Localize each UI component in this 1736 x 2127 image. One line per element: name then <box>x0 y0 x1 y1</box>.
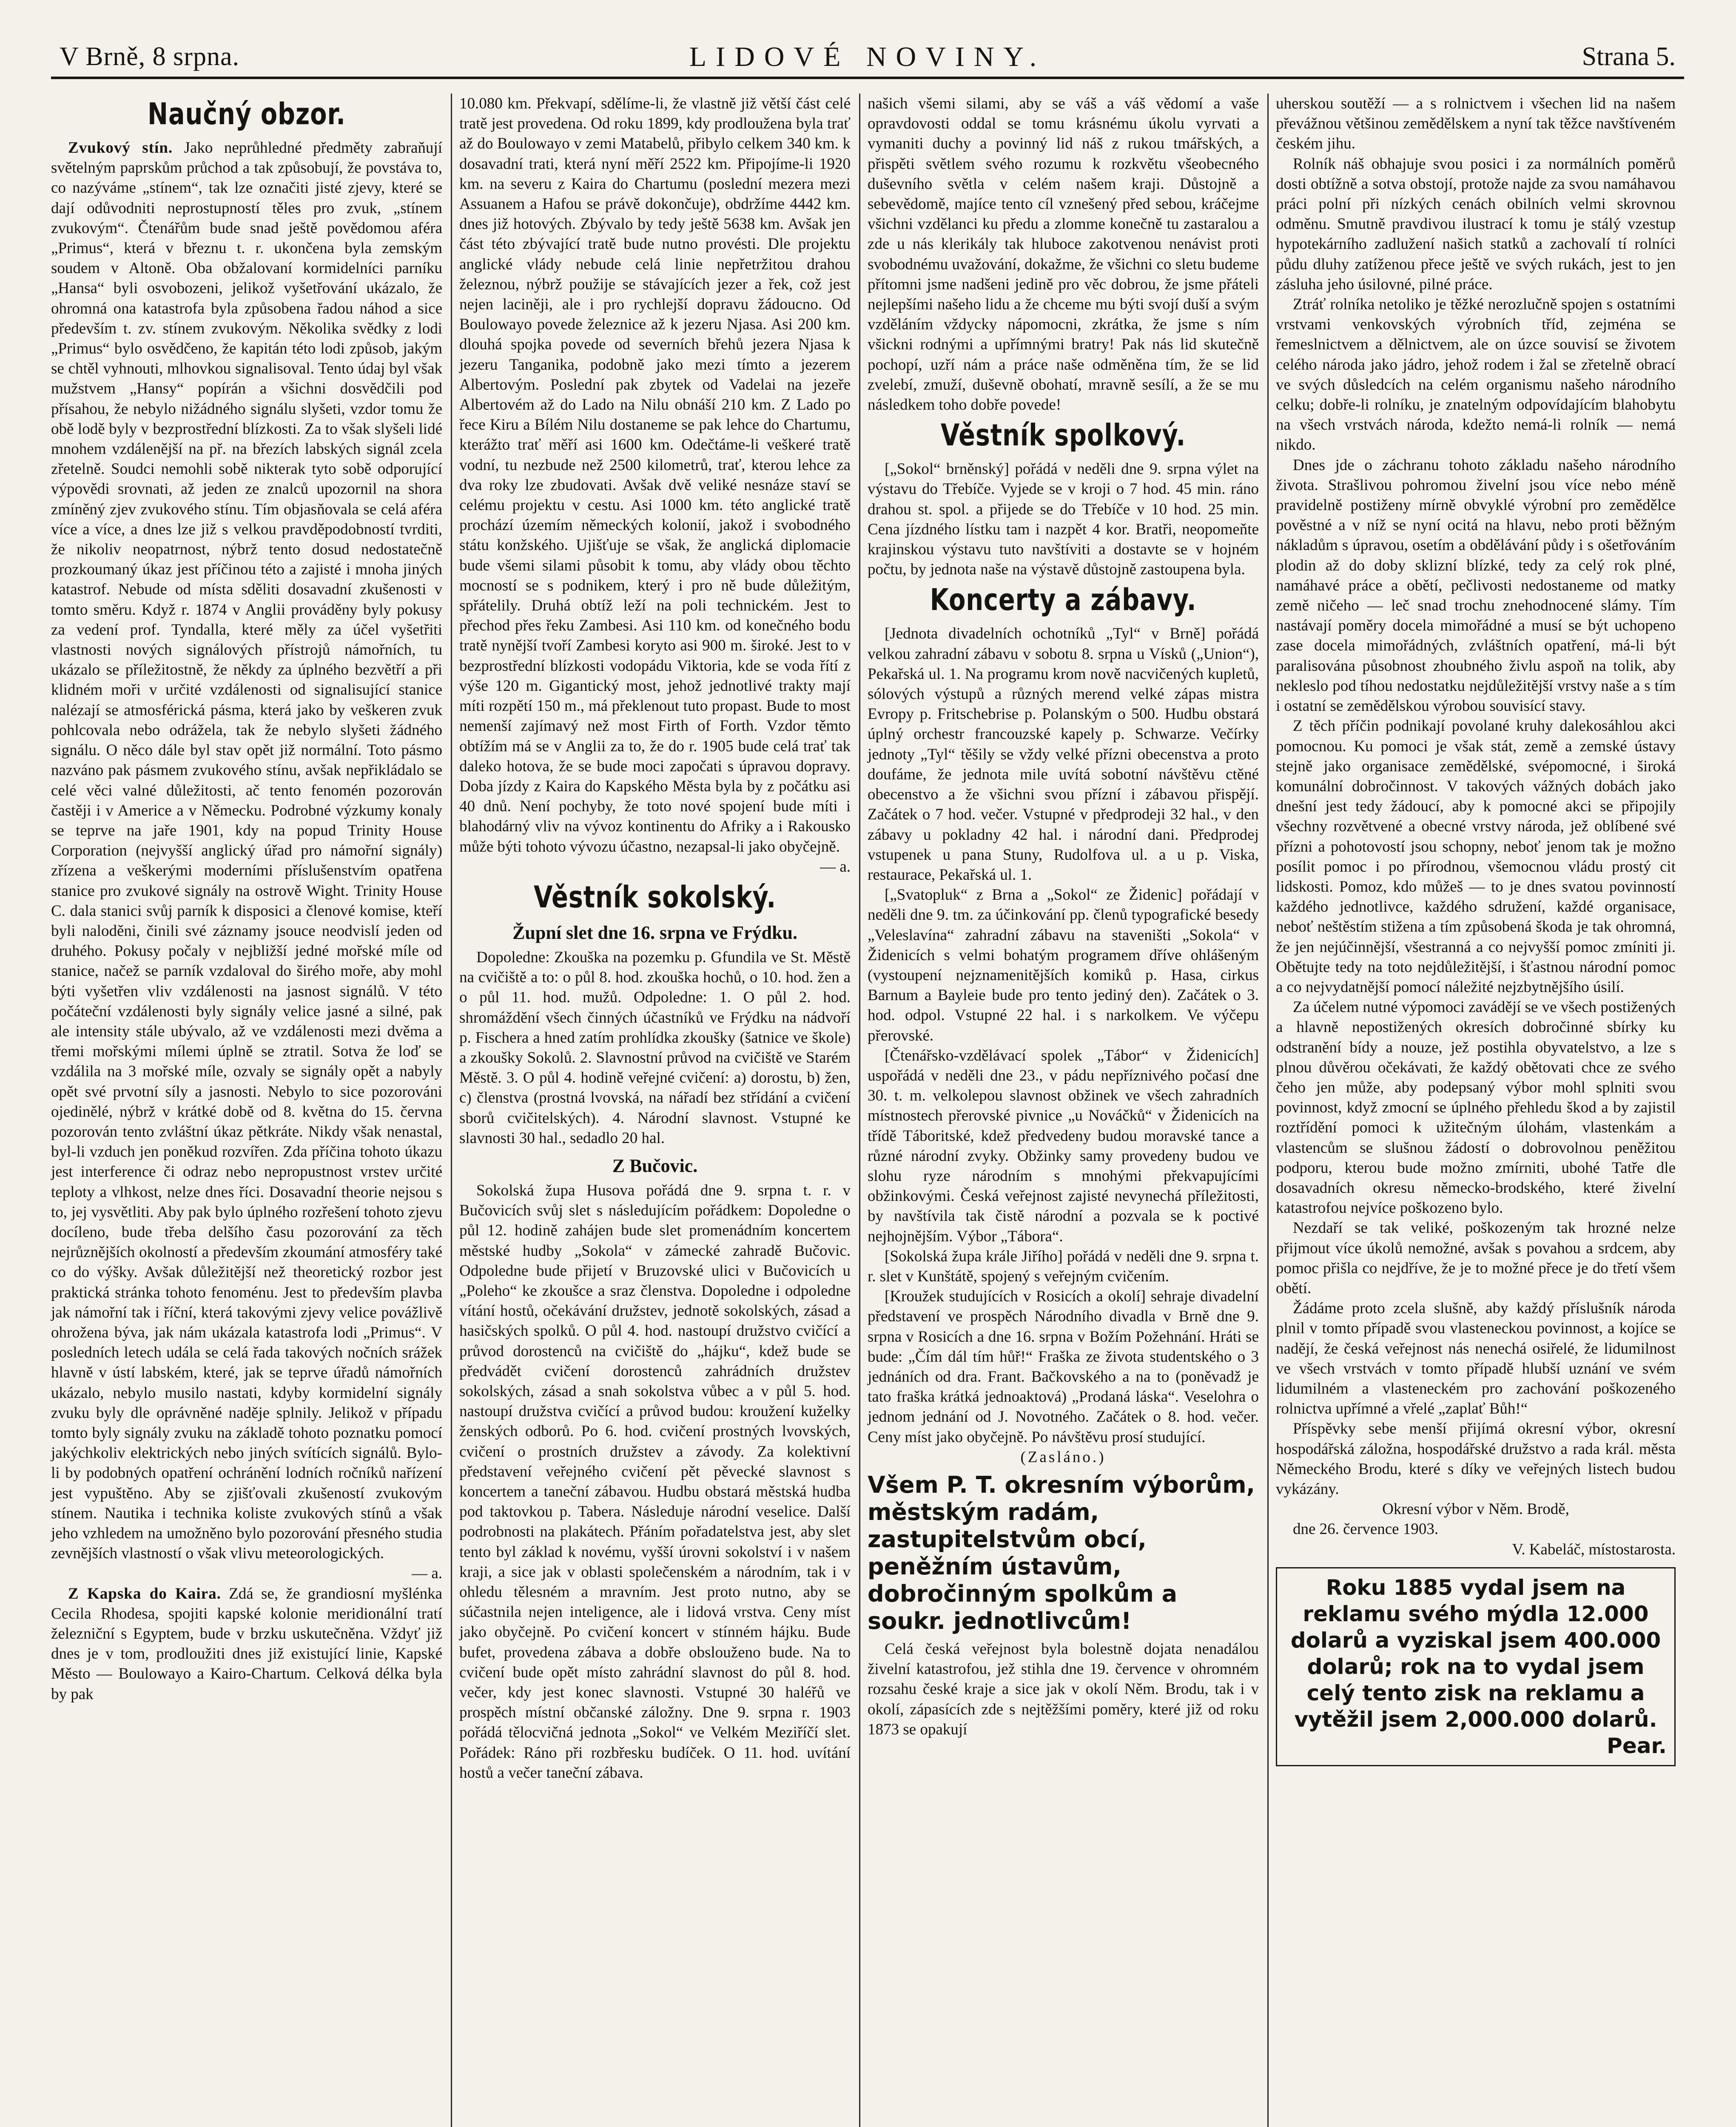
notice-body: [Čtenářsko-vzdělávací spolek „Tábor“ v Židenicích] uspořádá v neděli dne 23., v pádu nepříznivého počasí dne 30. t. m. velkolepou slavnost obžinek ve všech zahradních místnostech přerovské pivnice „u Nováčků“ v Židenicích na třídě Táboritské, kdež předvedeny budou moravské tance a různé národní zvyky. Obžinky samy provedeny budou ve slohu ryze národním s mnohými překvapujícími obžinkovými. Česká veřejnost zajisté nevynechá příležitosti, by navštívila tak čistě národní a pozvala se k poctivé nejhojnějším. Výbor „Tábora“. <box>868 1046 1259 1245</box>
notice-body: [„Sokol“ brněnský] pořádá v neděli dne 9. srpna výlet na výstavu do Třebíče. Vyjede se v kroji o 7 hod. 45 min. ráno drahou st. spol. a přijede se do Třebíče v 10 hod. 25 min. Cena jízdného lístku tam i nazpět 4 kor. Bratři, neopomeňte krajinskou výstavu tuto navštíviti a dostavte se v hojném počtu, by jednota naše na výstavě důstojně zastoupena byla. <box>868 460 1259 579</box>
notice-body: Dopoledne: Zkouška na pozemku p. Gfundila ve St. Městě na cvičiště a to: o půl 8. hod. zkouška hochů, o 10. hod. žen a o půl 11. hod. mužů. Odpoledne: 1. O půl 2. hod. shromáždění všech činných účastníků ve Frýdku na nádvoří p. Fischera a hned zatím prohlídka zkoušky (šatnice ve škole) a zkoušky Sokolů. 2. Slavnostní průvod na cvičiště ve Starém Městě. 3. O půl 4. hodině veřejné cvičení: a) dorostu, b) žen, c) členstva (prostná lvovská, na nářadí bez střídání a cvičení sborů cvičitelských). 4. Národní slavnost. Vstupné ke slavnosti 30 hal., sedadlo 20 hal. <box>459 948 851 1147</box>
zaslano-label: (Zasláno.) <box>1020 1448 1106 1466</box>
newspaper-title: LIDOVÉ NOVINY. <box>689 41 1046 72</box>
article-runin-title: Z Kapska do Kaira. <box>68 1585 221 1602</box>
article-body: Jako neprůhledné předměty zabraňují světelným paprskům průchod a tak způsobují, že povstáva to, co nazýváme „stínem“, tak lze označiti jisté zjevy, které se dají odůvodniti neprostupností těles pro zvuk, „stínem zvukovým“. Čtenářům bude snad ještě povědomou aféra „Primus“, která v březnu t. r. ukončena byla zemským soudem v Altoně. Oba obžalovaní kormidelníci parníku „Hansa“ byli osvobozeni, jelikož vyšetřování ukázalo, že ohromná ona katastrofa byla způsobena řadou náhod a sice především t. zv. stínem zvukovým. Několika svědky z lodi „Primus“ bylo osvědčeno, že kapitán této lodi způsob, jakým se chtěl vyhnouti, mlhovkou signalisoval. Tento údaj byl však mužstvem „Hansy“ popírán a všichni dosvědčili pod přísahou, že nebylo nižádného signálu slyšeti, vzdor tomu že obě lodě byly v bezprostřední blízkosti. Za to však slyšeli lidé mnohem vzdálenější na př. na březích labských signál zcela zřetelně. Soudci nemohli sobě nikterak tyto sobě odporující výpovědi srovnati, až jeden ze znalců upozornil na shora zmíněný zjev zvukového stínu. Tím objasňovala se celá aféra více a více, a dnes lze již s velkou pravděpodobností tvrditi, že nikoliv neopatrnost, nýbrž tento dosud nedostatečně prozkoumaný úkaz jest příčinou této a zajisté i mnoha jiných katastrof. Nebude od místa sděliti dosavadní zkušenosti v tomto směru. Když r. 1874 v Anglii prováděny byly pokusy za vedení prof. Tyndalla, které měly za účel vyšetřiti vlastnosti nových signálových přístrojů námořních, tu ukázalo se příležitostně, že někdy za úplného bezvětří a při klidném moři v určité vzdálenosti od signalisující stanice nalézají se atmosférická pásma, která jako by veškeren zvuk pohlcovala nebo odrážela, tak že nebylo slyšeti žádného signálu. O něco dále byl stav opět již normální. Toto pásmo nazváno pak pásmem zvukového stínu, avšak nepřikládalo se celé věci valné důležitosti, ač tento fenomén pozorován častěji i v Americe a v Německu. Podrobné výzkumy konaly se teprve na jaře 1901, kdy na popud Trinity House Corporation (nejvyšší anglický úřad pro námořní signály) zřízena a veškerými moderními příslušenstvím opatřena stanice pro zvukové signály na ostrově Wight. Trinity House C. dala stanici svůj parník k disposici a členové komise, kteří byli naloděni, činili své záznamy jsouce neodvislí jeden od druhého. Pokusy počaly v nejbližší jedné mořské míle od stanice, načež se parník vzdaloval do širého moře, aby mohl býti vyšetřen vliv vzdálenosti na jasnost signálů. V této počáteční vzdálenosti byly signály velice jasné a silné, pak ale intensity stále ubývalo, až ve vzdálenosti mezi dvěma a třemi mořskými mílemi úplně se ztratil. Sotva že loď se vzdálila na 3 mořské míle, ozvaly se signály opět a nabyly opět své prvotní síly a jasnosti. Nebylo to sice pozorováni ojedinělé, nýbrž v krátké době od 8. května do 15. června pozorován tento zvláštní úkaz pětkráte. Nikdy však nenastal, byl-li vzduch jen poněkud rozvířen. Zda příčina tohoto úkazu jest interference či odraz nebo nepropustnost vrstev určité teploty a vlhkost, nelze dnes říci. Dosavadní theorie nejsou s to, jej vysvětliti. Aby pak bylo úplného rozřešení tohoto zjevu docíleno, bude třeba delšího času pozorování za těch nejrůznějších okolností a především zkoumání atmosféry také co do výšky. Avšak důležitější než theoretický rozbor jest praktická stránka tohoto fenoménu. Jest to především plavba jak námořní tak i říční, která takovými zjevy velice povážlivě ohrožena býva, jak nám ukázala katastrofa lodi „Primus“. V posledních letech udála se celá řada takových nočních srážek hlavně v ústí labském, které, jak se teprve úřadů námořních ukázalo, nebylo musilo nastati, kdyby kormidelní signály zvuku byly dle oprávněné naděje splnily. Jelikož v případu tomto byly signály zvuku na základě tohoto poznatku pomocí jakýchkoliv elektrických nebo jiných svítících signálů. Bylo-li by podobných opatření ochránění lodních ročníků nařízení jest vypuštěno. Aby se zjišťovali zkušeností zvukovým stínem. Nautika i technika koliste zvukových stínů a však jeho vzhledem na umožněno bylo pozorování přesného studia zevnějších vlastností o však vlivu meteorologických. <box>51 139 442 1562</box>
notice-body: [Sokolská župa krále Jiřího] pořádá v neděli dne 9. srpna t. r. slet v Kunštátě, spojený s veřejným cvičením. <box>868 1247 1259 1285</box>
appeal-body: Z těch příčin podnikají povolané kruhy dalekosáhlou akci pomocnou. Ku pomoci je však stát, země a zemské ústavy stejně jako organisace zemědělské, svépomocné, i široká komunální dobročinnost. V takových vážných dobách jako dnešní jest tedy žádoucí, aby k pomocné akci se připojily všechny rozvětvené a obecné vrstvy národa, jež oblíbené své přízni a pohotovostí jsou schopny, neboť jenom tak je možno posílit pomoc i po přírodnou, všemocnou vládu prostý cit lidskosti. Pomoz, kdo můžeš — to je dnes svatou povinností každého jednotlivce, každého sdružení, každé organisace, neboť neštěstím stižena a tím způsobená škoda je tak ohromná, že jen nejúčinnější, všestranná a co nejvyšší pomoc zmíniti ji. Obětujte tedy na toto nejdůležitější, i šťastnou národní pomoc a co nejvydatnější pomocí náležité nejzbytnějšího úsilí. <box>1276 717 1676 996</box>
appeal-body: Žádáme proto zcela slušně, aby každý příslušník národa plnil v tomto případě svou vlasteneckou povinnost, a kojíce se nadějí, že česká veřejnost nás nenechá osiřelé, že lidumilnost ve všech vrstvách v tomto případě hlubší uznání ve svém lidumilném a vlasteneckém pro zachování poškozeného rolnictva upřímné a vřelé „zaplať Bůh!“ <box>1276 1300 1676 1418</box>
appeal-body: Celá česká veřejnost byla bolestně dojata nenadálou živelní katastrofou, jež stihla dne 19. července v ohromném rozsahu české kraje a sice jak v okolí Něm. Brodu, tak i v okolí, zápasících zde s nejtěžšími poměry, které již od roku 1873 se opakují <box>868 1640 1259 1738</box>
appeal-headline: Všem P. T. okresním výborům, městským radám, zastupitelstvům obcí, peněžním ústavům, dobročinným spolkům a soukr. jednotlivcům! <box>868 1471 1255 1634</box>
masthead <box>51 38 1684 79</box>
notice-body: Sokolská župa Husova pořádá dne 9. srpna t. r. v Bučovicích svůj slet s následujícím pořádkem: Dopoledne o půl 12. hodině zahájen bude slet promenádním koncertem městské hudby „Sokola“ v zámecké zahradě Bučovic. Odpoledne bude přijetí v Bruzovské ulici v Bučovicích u „Poleho“ ke zkoušce a sraz členstva. Dopoledne i odpoledne vítání hostů, očekávání družstev, jednotě sokolských, zásad a hasičských spolků. O půl 4. hod. nastoupí družstvo cvičící a průvod dorostenců na cvičiště do „hájku“, kdež bude se předvádět cvičení dorostenců zahrádních družstev sokolských, zásad a snah sokolstva vůbec a v půl 5. hod. nastoupí družstva cvičící a průvod budou: kroužení kuželky ženských odborů. Po 6. hod. cvičení prostných lvovských, cvičení o prostních družstev a závody. Za kolektivní představení veřejného cvičení pět pěvecké slavnost s koncertem a taneční zábavou. Hudbu obstará městská hudba pod taktovkou p. Tabera. Následuje národní veselice. Další podrobnosti na plakátech. Přáním pořadatelstva jest, aby slet tento byl základ k novému, vyšší úrovni sokolství i v našem kraji, a sice jak v oblasti společenském a národním, tak i v ohledu tělesném a mravním. Jest proto nutno, aby se súčastnila nejen inteligence, ale i lidová vrstva. Ceny míst jako obyčejně. Po cvičení koncert v stínném hájku. Bude bufet, provedena zábava a dobře obslouženo bude. Na to cvičení bude opět místo zahrádní slavnost do půl 8. hod. večer, kdy jest konec slavnosti. Vstupné 30 haléřů ve prospěch místní občanské záložny. Dne 9. srpna r. 1903 pořádá tělocvičná jednota „Sokol“ ve Velkém Meziříčí slet. Pořádek: Ráno při rozbřesku budíček. O 11. hod. uvítání hostů a večer taneční zábava. <box>459 1181 851 1782</box>
column-rule <box>1267 94 1269 2127</box>
subheadline: Z Bučovic. <box>612 1155 698 1176</box>
column-rule <box>859 94 860 2127</box>
article-body: Zdá se, že grandiosní myšlénka Cecila Rhodesa, spojiti kapské kolonie meridionální tratí železniční s Egyptem, bude v brzku uskutečněna. Vždyť již dnes je v tom, prodloužiti dnes již existující linie, Kapské Město — Boulowayo a Kairo-Chartum. Celková délka byla by pak <box>51 1585 442 1703</box>
section-headline: Věstník sokolský. <box>533 879 777 915</box>
column-2 <box>459 94 851 1783</box>
column-4 <box>1276 94 1676 1766</box>
notice-body: [Jednota divadelních ochotníků „Tyl“ v Brně] pořádá velkou zahradní zábavu v sobotu 8. srpna u Vísků („Union“), Pekařská ul. 1. Na programu krom nově nacvičených kupletů, sólových výstupů a různých merend velké zápas mistra Evropy p. Fritschebrise p. Polanským o 500. Hudbu obstará úplný orchestr francouzské kapely p. Schwarze. Večírky jednoty „Tyl“ těšily se vždy velké přízni obecenstva a proto doufáme, že jednota mile uvítá sobotní návštěvu ctěné obecenstvo a že všichni svou přízní i zábavou přispějí. Začátek o 7 hod. večer. Vstupné v předprodeji 32 hal., v den zábavy u pokladny 42 hal. i národní dani. Předprodej vstupenek u pana Stuny, Rudolfova ul. a u p. Viska, restaurace, Pekařská ul. 1. <box>868 625 1259 884</box>
column-1 <box>51 94 442 1704</box>
appeal-body: Rolník náš obhajuje svou posici i za normálních poměrů dosti obtížně a sotva obstojí, protože najde za svou namáhavou práci polní při nízkých cenách obilních velmi skrovnou odměnu. Smutně pravdivou ilustrací k tomu je stálý vzestup hypotekárního zadlužení našich statků a zachovalí tí rolníci půdu dluhy zatíženou přece ještě ve svých rukách, jest to jen zásluha jeho úsilovné, pilné práce. <box>1276 155 1676 293</box>
article-sound-shadow <box>51 138 442 1563</box>
appeal-signatory: V. Kabeláč, místostarosta. <box>1512 1540 1676 1558</box>
appeal-signature: Okresní výbor v Něm. Brodě, <box>1382 1500 1569 1518</box>
soap-advertisement <box>1276 1567 1676 1766</box>
notice-body: [„Svatopluk“ z Brna a „Sokol“ ze Židenic] pořádají v neděli dne 9. tm. za účinkování pp. členů typografické besedy „Veleslavína“ zahradní zábavu na staveništi „Sokola“ v Židenicích s velmi bohatým programem dříve ohlášeným (vystoupení nejznamenitějších komiků p. Hasa, cirkus Barnum a Bayleie bude pro tento jediný den). Začátek o 3. hod. odpol. Vstupné 22 hal. i s narkolkem. Ve výčepu přerovské. <box>868 886 1259 1044</box>
subheadline: Župní slet dne 16. srpna ve Frýdku. <box>512 922 797 943</box>
column-rule <box>451 94 452 2127</box>
appeal-body: Ztráť rolníka netoliko je těžké nerozlučně spojen s ostatními vrstvami venkovských výrobních tříd, zejména se řemeslnictvem a dělnictvem, ale on úzce souvisí se životem celého národa jako jádro, jehož rodem i žal se zřetelně obrací ve svých důsledcích na celém organismu našeho národního celku; dobře-li rolníku, je znatelným odpovídajícím blahobytu na všech vrstvách národa, kdežto nemá-li rolník — nemá nikdo. <box>1276 296 1676 454</box>
section-headline: Věstník spolkový. <box>940 418 1186 453</box>
notice-body: [Kroužek studujících v Rosicích a okolí] sehraje divadelní představení ve prospěch Národního divadla v Brně dne 9. srpna v Rosicích a dne 16. srpna v Božím Požehnání. Hráti se bude: „Čím dál tím hůř!“ Fraška ze života studentského o 3 jednáních od dra. Frant. Bačkovského a na to (poněvadž je tato fraška krátká jednoaktová) „Prodaná láska“. Veselohra o jednom jednání od J. Novotného. Začátek o 8. hod. večer. Ceny míst jako obyčejně. Po návštěvu prosí studující. <box>868 1288 1259 1446</box>
appeal-date: dne 26. července 1903. <box>1293 1520 1439 1538</box>
dateline: V Brně, 8 srpna. <box>60 42 239 71</box>
advertisement-text: Roku 1885 vydal jsem na reklamu svého mýdla 12.000 dolarů a vyziskal jsem 400.000 dolarů; rok na to vydal jsem celý tento zisk na reklamu a vytěžil jsem 2,000.000 dolarů. <box>1290 1575 1661 1732</box>
article-cape-to-cairo <box>51 1584 442 1704</box>
appeal-body: uherskou soutěží — a s rolnictvem i všechen lid na našem převážnou většinou zemědělskem a nyní tak těžce navštíveném českém jihu. <box>1276 95 1676 153</box>
article-body: našich všemi silami, aby se váš a váš vědomí a vaše opravdovosti oddal se tomu krásnému úkolu vyrvati a vymaniti duchy a povinný lid náš z rukou tmářských, a přispěti světlem svého rozumu k rozkvětu všeobecného duševního světla v celém našem kraji. Důstojně a sebevědomě, majíce tento cíl vznešený před sebou, kráčejme všichni vzdělanci ku předu a zlomme konečně tu zastaralou a zde u nás klerikály tak hluboce zakotvenou nenávist proti svobodnému uvažování, dokažme, že všichni co sletu budeme přítomni jsme nadšeni jedině pro věc dobrou, že jsme přáteli nejlepšími našeho lidu a že chceme mu býti svojí duší a svým vzděláním vždycky nápomocni, zkrátka, že jsme s ním všickni rodnými a upřímnými bratry! Pak nás lid skutečně pochopí, uzří nám a práce naše odměněna tím, že se lid zvelebí, zmuží, duševně obohatí, mravně sesílí, a že se mu následkem toho dobře povede! <box>868 95 1259 414</box>
article-runin-title: Zvukový stín. <box>68 139 173 157</box>
advertisement-brand: Pear. <box>1607 1733 1667 1758</box>
appeal-body: Za účelem nutné výpomoci zavádějí se ve všech postižených a hlavně nepostižených okresích dobročinné sbírky ku odstranění bídy a nouze, jež postihla obyvatelstvo, a lze s plnou důvěrou očekávati, že každý obětovati chce ze svého čeho jen může, aby podepsaný výbor mohl splniti svou povinnost, když zmocní se úplného přehledu škod a by zajistil roztřídění pomoci k užitečným úlohám, vlastenkám a vlastencům se slušnou žádostí o dobrovolnou peněžitou podporu, kterou bude možno zmírniti, ubohé Tatře dle dosavadních okresu německo-brodského, které živelní katastrofou nejvíce poškozeno bylo. <box>1276 998 1676 1217</box>
column-3 <box>868 94 1259 1739</box>
article-body: 10.080 km. Překvapí, sdělíme-li, že vlastně již větší část celé tratě jest provedena. Od roku 1899, kdy prodloužena byla trať až do Boulowayo v zemi Matabelů, přibylo celkem 340 km. k dosavadní trati, která nyní měří 2522 km. Připojíme-li 1920 km. na severu z Kaira do Chartumu (poslední mezera mezi Assuanem a Hafou se právě dokončuje), obdržíme 4442 km. dnes již hotových. Zbývalo by tedy ještě 5638 km. Avšak jen část této zbývající tratě bude nutno provésti. Dle projektu anglické vlády nebude celá linie nepřetržitou drahou železnou, nýbrž použije se stávajících jezer a řek, což jest nejen laciněji, ale i pro rychlejší dopravu žádoucno. Od Boulowayo povede železnice až k jezeru Njasa. Asi 200 km. dlouhá spojka povede od severních břehů jezera Njasa k jezeru Tanganika, podobně jako mezi tímto a jezerem Albertovým. Poslední pak zbytek od Vadelai na jezeře Albertovém až do Lado na Nilu obnáší 210 km. Z Lado po řece Kiru a Bílém Nilu dostaneme se pak lehce do Chartumu, kterážto trať měří asi 1600 km. Odečtáme-li veškeré tratě vodní, tu nezbude než 2500 kilometrů, trať, kterou lehce za dva roky lze zbudovati. Avšak dvě veliké nesnáze staví se celému projektu v cestu. Asi 1000 km. této anglické tratě prochází územím německých kolonií, jakož i svobodného státu konžského. Ujišťuje se však, že anglická diplomacie bude všemi silami působit k tomu, aby vlády obou těchto mocností se s podnikem, který i pro ně bude důležitým, spřátelily. Druhá obtíž leží na poli technickém. Jest to přechod přes řeku Zambesi. Asi 110 km. od konečného bodu tratě nynější tvoří Zambesi koryto asi 900 m. široké. Jest to v bezprostřední blízkosti vodopádu Viktoria, kde se voda řítí z výše 120 m. Gigantický most, jehož jednotlivé trakty mají míti rozpětí 150 m., má překlenout tuto propast. Bude to most nemenší zajímavý než most Firth of Forth. Vzdor těmto obtížím má se v Anglii za to, že do r. 1905 bude celá trať tak daleko hotova, že se bude moci započati s úpravou dopravy. Doba jízdy z Kaira do Kapského Města byla by z počátku asi 40 dnů. Není pochyby, že toto nové spojení bude míti i blahodárný vliv na vývoz kontinentu do Afriky a i Rakousko může býti tohoto vývozu účastno, nezapsal-li jako obyčejně. <box>459 95 851 855</box>
appeal-body: Příspěvky sebe menší přijímá okresní výbor, okresní hospodářská záložna, hospodářské družstvo a rada král. města Německého Brodu, které s díky ve veřejných listech budou vykázány. <box>1276 1420 1676 1498</box>
appeal-body: Dnes jde o záchranu tohoto základu našeho národního života. Strašlivou pohromou živelní jsou více nebo méně pravidelně postiženy mírně obvyklé výrobní pro zemědělce pověstné a v níž se nyní ocitá na hlavu, nebo proti běžným nákladům s úpravou, osetím a obdělávání půdy i s ošetřováním plodin až do doby sklizní blízké, tedy za celý rok plné, namáhavé práce a obětí, pečlivosti nedostaneme od matky země ničeho — leč snad trochu znehodnocené slámy. Tím nastávají poměry docela mimořádné a musí se být uchopeno zase docela mimořádných, zvláštních opatření, má-li být paralisována působnost zhoubného živlu aspoň na tolik, aby nekleslo pod tíhou nedostatku nejdůležitější vrstvy naše a s tím i ostatní se zemědělskou výrobou souvisící stavy. <box>1276 456 1676 715</box>
article-signoff: — a. <box>820 858 851 875</box>
appeal-body: Nezdaří se tak veliké, poškozeným tak hrozné nelze přijmout více úkolů nemožné, avšak s povahou a srdcem, aby pomoc přišla co nejdříve, že je to možné přece je do třetí všem obětí. <box>1276 1219 1676 1297</box>
section-headline: Koncerty a zábavy. <box>930 582 1197 618</box>
newspaper-page <box>51 38 1684 2127</box>
section-headline: Naučný obzor. <box>148 97 346 131</box>
article-signoff: — a. <box>412 1565 442 1582</box>
page-number: Strana 5. <box>1582 42 1676 71</box>
